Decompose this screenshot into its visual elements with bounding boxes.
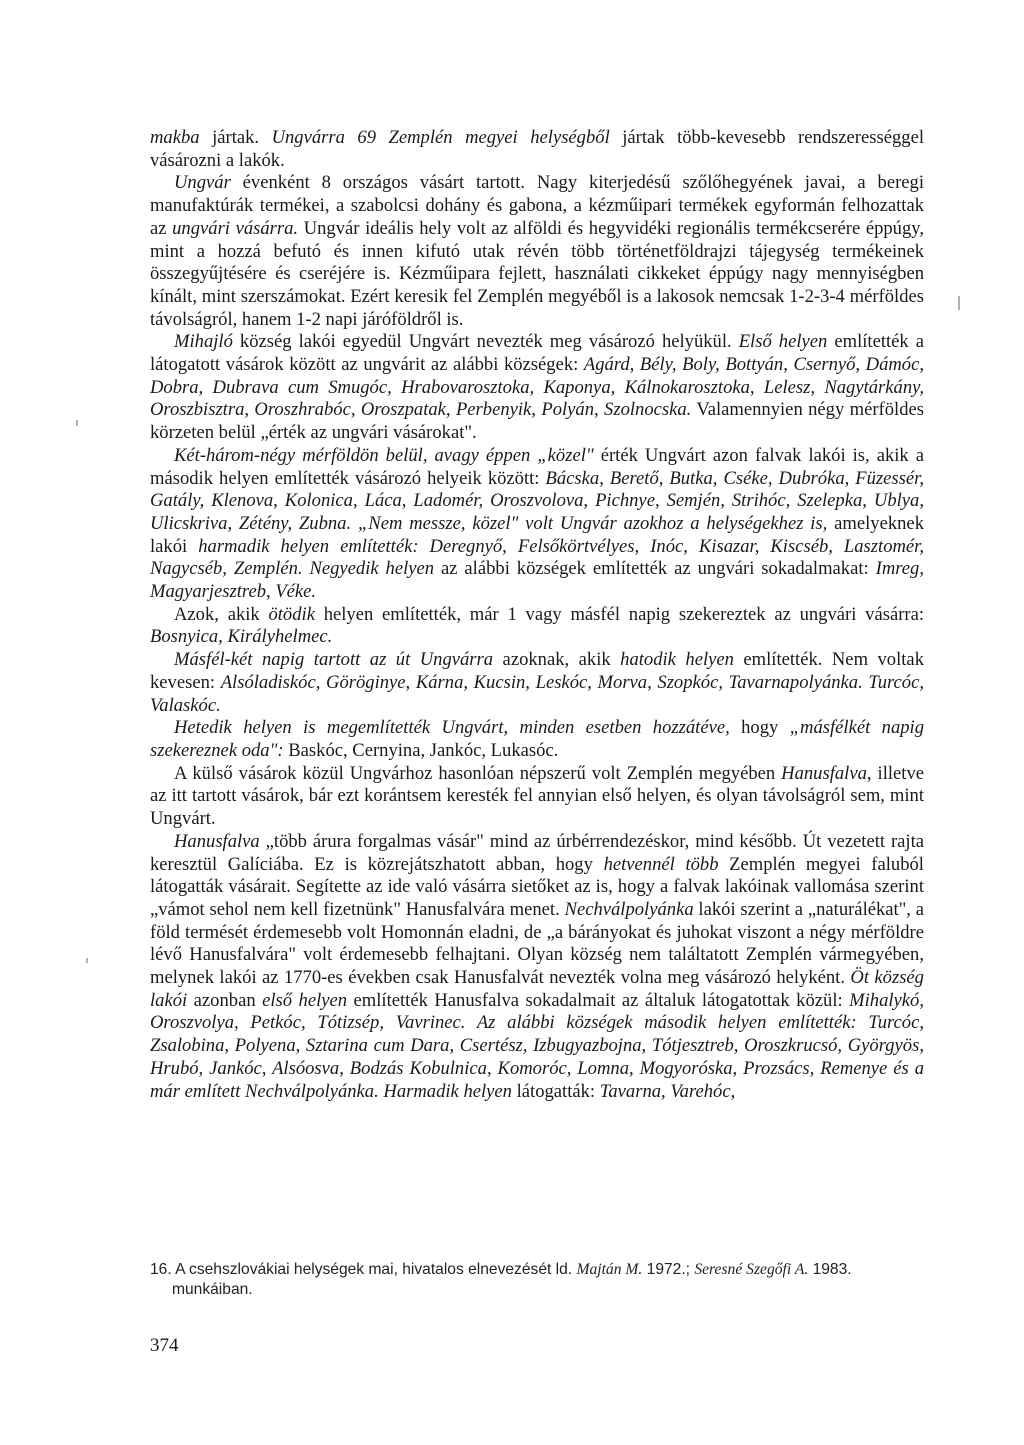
text-run: azoknak, akik — [493, 649, 621, 671]
italic-run: hetvennél több — [603, 853, 719, 875]
text-run: látogatták: — [511, 1080, 600, 1102]
italic-run: ungvári vásárra. — [172, 217, 299, 239]
text-run: Zemplén megyei faluból látogatták vásárait. Segítette az ide való vásárra sietőket az is, hogy a falvak lakóinak vallomása szerint „vámot sehol nem kell fizetnünk" Hanusfalvára menet. — [150, 853, 924, 920]
text-run: 16. A csehszlovákiai helységek mai, hivatalos elnevezését ld. — [150, 1261, 577, 1278]
paragraph — [150, 331, 924, 445]
paragraph — [150, 831, 924, 1103]
italic-run: Öt község lakói — [150, 967, 924, 1011]
italic-run: Agárd, Bély, Boly, Bottyán, Csernyő, Dámóc, Dobra, Dubrava cum Smugóc, Hrabovarosztoka, Kaponya, Kálnokarosztoka, Lelesz, Nagytárkány, Oroszbisztra, Oroszhrabóc, Oroszpatak, Perbenyik, Polyán, Szolnocska. — [150, 354, 924, 421]
italic-run: „másfélkét napig szekereznek oda": — [150, 717, 925, 761]
italic-run: Mihajló — [174, 331, 233, 353]
italic-run: ötödik — [268, 603, 315, 625]
text-run: azonban — [187, 989, 263, 1011]
text-run: amelyeknek lakói — [150, 512, 924, 557]
italic-run: Seresné Szegőfi A. — [694, 1261, 809, 1278]
footnote-text — [150, 1260, 924, 1300]
text-run: jártak. — [199, 127, 272, 148]
italic-run: első helyen — [262, 989, 348, 1011]
text-run: érték Ungvárt azon falvak lakói is, akik a második helyen említették vásározó helyeik között: — [150, 444, 924, 489]
scan-speck — [76, 420, 78, 426]
italic-run: Hetedik helyen is megemlítették Ungvárt, minden esetben hozzátéve, — [174, 717, 730, 739]
page-number: 374 — [150, 1335, 179, 1356]
text-run: „több árura forgalmas vásár" mind az úrbérrendezéskor, mind később. Út vezetett rajta keresztül Galíciába. Ez is közrejátszhatott abban, hogy — [150, 830, 924, 875]
italic-run: Alsóladiskóc, Göröginye, Kárna, Kucsin, Leskóc, Morva, Szopkóc, Tavarnapolyánka. Turcóc, Valaskóc. — [150, 671, 924, 716]
text-run: említették Hanusfalva sokadalmait az általuk látogatottak közül: — [347, 989, 850, 1011]
text-run: hogy — [729, 717, 790, 739]
text-run: község lakói egyedül Ungvárt nevezték meg vásározó helyükül. — [232, 331, 739, 353]
scan-speck — [86, 958, 88, 963]
text-run: helyen említették, már 1 vagy másfél napig szekereztek az ungvári vásárra: — [314, 603, 924, 625]
text-run: 1983. munkáiban. — [172, 1261, 852, 1298]
italic-run: Ungvárra 69 Zemplén megyei helységből — [271, 127, 610, 148]
italic-run: Tavarna, Varehóc, — [599, 1080, 736, 1102]
italic-run: Imreg, Magyarjesztreb, Véke. — [150, 558, 924, 603]
italic-run: Hanusfalva — [174, 830, 260, 852]
text-run: jártak több-kevesebb rendszerességgel vásározni a lakók. — [150, 127, 924, 171]
body-text — [150, 127, 924, 1103]
paragraph — [150, 649, 924, 717]
scan-speck — [958, 296, 960, 310]
italic-run: Két-három-négy mérföldön belül, avagy éppen „közel" — [174, 444, 594, 466]
italic-run: makba — [150, 127, 200, 148]
text-run: említették. Nem voltak kevesen: — [150, 649, 924, 693]
paragraph — [150, 127, 924, 172]
italic-run: Másfél-két napig tartott az út Ungvárra — [174, 649, 494, 671]
italic-run: Nechválpolyánka — [564, 898, 694, 920]
paragraph — [150, 604, 924, 649]
text-run: Valamennyien négy mérföldes körzeten belül „érték az ungvári vásárokat". — [150, 399, 924, 444]
italic-run: Bosnyica, Királyhelmec. — [150, 626, 333, 648]
footnote — [150, 1260, 924, 1300]
italic-run: Bácska, Berető, Butka, Cséke, Dubróka, Füzessér, Gatály, Klenova, Kolonica, Láca, Ladomér, Oroszvolova, Pichnye, Semjén, Strihóc, Szelepka, Ublya, Ulicskriva, Zétény, Zubna. „Nem messze, közel" volt Ungvár azokhoz a helységekhez is, — [150, 467, 924, 534]
text-run: A külső vásárok közül Ungvárhoz hasonlóan népszerű volt Zemplén megyében — [174, 762, 782, 784]
text-run: illetve az itt tartott vásárok, bár ezt korántsem keresték fel annyian első helyen, és olyan távolságról sem, mint Ungvárt. — [150, 762, 924, 830]
italic-run: Ungvár — [174, 172, 231, 194]
text-run: Azok, akik — [174, 603, 269, 625]
paragraph — [150, 763, 924, 831]
italic-run: hatodik helyen — [620, 649, 734, 671]
text-run: Baskóc, Cernyina, Jankóc, Lukasóc. — [288, 739, 559, 761]
text-run: említették a látogatott vásárok között az ungvárit az alábbi községek: — [150, 331, 925, 376]
italic-run: Hanusfalva, — [781, 762, 872, 784]
paragraph — [150, 445, 924, 604]
italic-run: Mihalykó, Oroszvolya, Petkóc, Tótizsép, Vavrinec. Az alábbi községek második helyen említették: Turcóc, Zsalobina, Polyena, Sztarina cum Dara, Csertész, Izbugyazbojna, Tótjesztreb, Oroszkrucsó, Györgyös, Hrubó, Jankóc, Alsóosva, Bodzás Kobulnica, Komoróc, Lomna, Mogyoróska, Prozsács, Remenye és a már említett Nechválpolyánka. Harmadik helyen — [150, 989, 925, 1102]
italic-run: harmadik helyen említették: Deregnyő, Felsőkörtvélyes, Inóc, Kisazar, Kiscséb, Lasztomér, Nagycséb, Zemplén. Negyedik helyen — [150, 535, 924, 580]
paragraph — [150, 717, 924, 762]
text-run: az alábbi községek említették az ungvári sokadalmakat: — [434, 558, 876, 580]
paragraph — [150, 172, 924, 331]
text-run: Ungvár ideális hely volt az alföldi és hegyvidéki regionális termékcserére éppúgy, mint a hozzá befutó és innen kifutó utak révén több történetföldrajzi tájegység termékeinek összegyűjtésére és cseréjére is. Kézműipara fejlett, használati cikkeket éppúgy nagy mennyiségben kínált, mint szerszámokat. Ezért keresik fel Zemplén megyéből is a lakosok nemcsak 1-2-3-4 mérföldes távolságról, hanem 1-2 napi járóföldről is. — [150, 217, 924, 330]
italic-run: Első helyen — [738, 331, 828, 353]
italic-run: Majtán M. — [576, 1261, 643, 1278]
text-run: évenként 8 országos vásárt tartott. Nagy kiterjedésű szőlőhegyének javai, a beregi manufaktúrák termékei, a szabolcsi dohány és gabona, a kézműipari termékek egyformán felhozattak az — [150, 172, 924, 239]
text-run: 1972.; — [642, 1261, 695, 1278]
text-run: lakói szerint a „naturálékat", a föld termését érdemesebb volt Homonnán eladni, de „a bárányokat és juhokat viszont a négy mérföldre lévő Hanusfalvára" volt érdemesebb felhajtani. Olyan község nem találtatott Zemplén vármegyében, melynek lakói az 1770-es években csak Hanusfalvát nevezték volna meg vásározó helyként. — [150, 898, 924, 989]
